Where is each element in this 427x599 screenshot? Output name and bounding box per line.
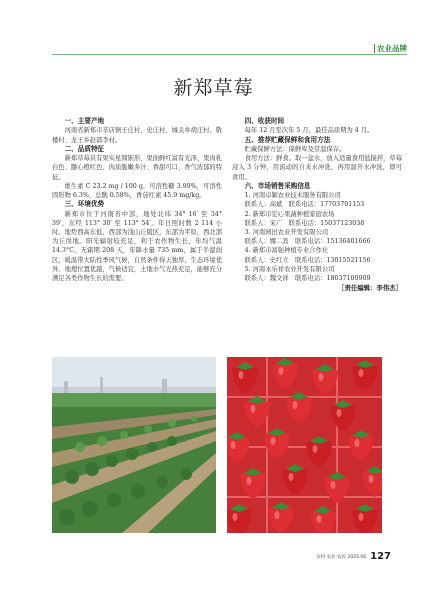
magazine-issue: 农村·农业·农民 2025.06	[316, 554, 367, 560]
section-heading: 四、收获时间	[244, 117, 285, 125]
field-photo-graphic	[52, 357, 216, 533]
contact-line: 4. 新郑市富强种植专业合作社	[244, 247, 329, 255]
contact-line: 联系人：娜二宾 联系电话：15136401666	[244, 238, 371, 246]
section-heading: 六、市场销售采购信息	[244, 181, 311, 190]
section-tag-divider	[374, 44, 375, 53]
strawberry-basket-photo	[227, 357, 382, 533]
contact-line: 5. 河南永乐祥农业开发有限公司	[244, 265, 335, 273]
left-column	[52, 117, 222, 283]
editor-credit-line	[232, 284, 402, 293]
editor-credit: ［责任编辑：李伟杰］	[338, 284, 402, 293]
contact-line: 联系人：高斌 联系电话：17703791153	[244, 201, 365, 209]
section-tag	[374, 43, 407, 54]
body-paragraph: 贮藏保鲜方法：保鲜库及常温保存。	[244, 146, 346, 154]
contact-line: 3. 河南园田农业开发有限公司	[244, 229, 329, 237]
contact-line: 联系人：宋广 联系电话：15037123038	[244, 219, 365, 227]
contact-line: 联系人：史红立 联系电话：13015521156	[244, 256, 371, 264]
body-paragraph: 维生素 C 23.2 mg / 100 g，可溶性糖 3.99%，可溶性固形物 6.3%，总酸 0.58%，香茄红素 45.9 mg/kg。	[52, 182, 222, 200]
header-rule	[52, 54, 407, 55]
body-paragraph: 每年 12 月至次年 5 月，最佳品质期为 4 月。	[244, 127, 374, 135]
strawberry-field-photo	[52, 357, 216, 533]
section-heading: 五、推荐贮藏保鲜和食用方法	[244, 135, 331, 144]
contact-line: 联系人：魏文祥 联系电话：18037100909	[244, 275, 371, 283]
section-tag-label: 农业品牌	[377, 44, 407, 53]
contact-line: 2. 新郑市宏心果蔬种植家庭农场	[244, 210, 335, 218]
page-number: 127	[370, 551, 391, 562]
right-column	[232, 117, 402, 293]
section-heading: 一、主要产地	[64, 117, 105, 125]
section-heading: 三、环境优势	[64, 200, 105, 209]
section-heading: 二、品质特征	[64, 144, 105, 153]
page-footer	[316, 551, 391, 562]
contact-line: 1. 河南卓颖农业技术服务有限公司	[244, 192, 341, 200]
berries-photo-graphic	[227, 357, 382, 533]
article-title: 新郑草莓	[173, 77, 254, 99]
body-paragraph: 食用方法：鲜食。取一盆水，放入适量食用盐搅拌，草莓浸入 3 分钟，用流动的自来水冲洗，再用温开水冲洗，即可食用。	[232, 155, 403, 181]
body-paragraph: 新郑草莓具有果实星圆锥形、果面鲜红富有光泽、果肉乳白色、髓心橙红色、肉质脆嫩多汁、香甜可口、香气浓郁的特征。	[52, 155, 223, 181]
body-paragraph: 新郑市位于河南省中部，地处北纬 34° 16′ 至 34° 39′，东经 113° 30′ 至 113° 54′。年日照时数 2 114 小时。地势西高东低，西部为浅山丘陵区，东部为平原，西北部为丘岗地。阳光辐射较充足，利于农作物生长，年均气温 14.3°C，无霜期 208 天，年降水量 735 mm，属于半湿润区，暖温带大陆性季风气候，自然条件得天独厚，生态环境优异，地理位置优越，气候适宜，土地水气光热充足，能够充分满足各类作物生长的需要。	[52, 210, 223, 283]
body-paragraph: 河南省新郑市辛店镇王庄村、史庄村、城关乡胡庄村、敬楼村、龙王乡赵郭李村。	[52, 127, 223, 144]
